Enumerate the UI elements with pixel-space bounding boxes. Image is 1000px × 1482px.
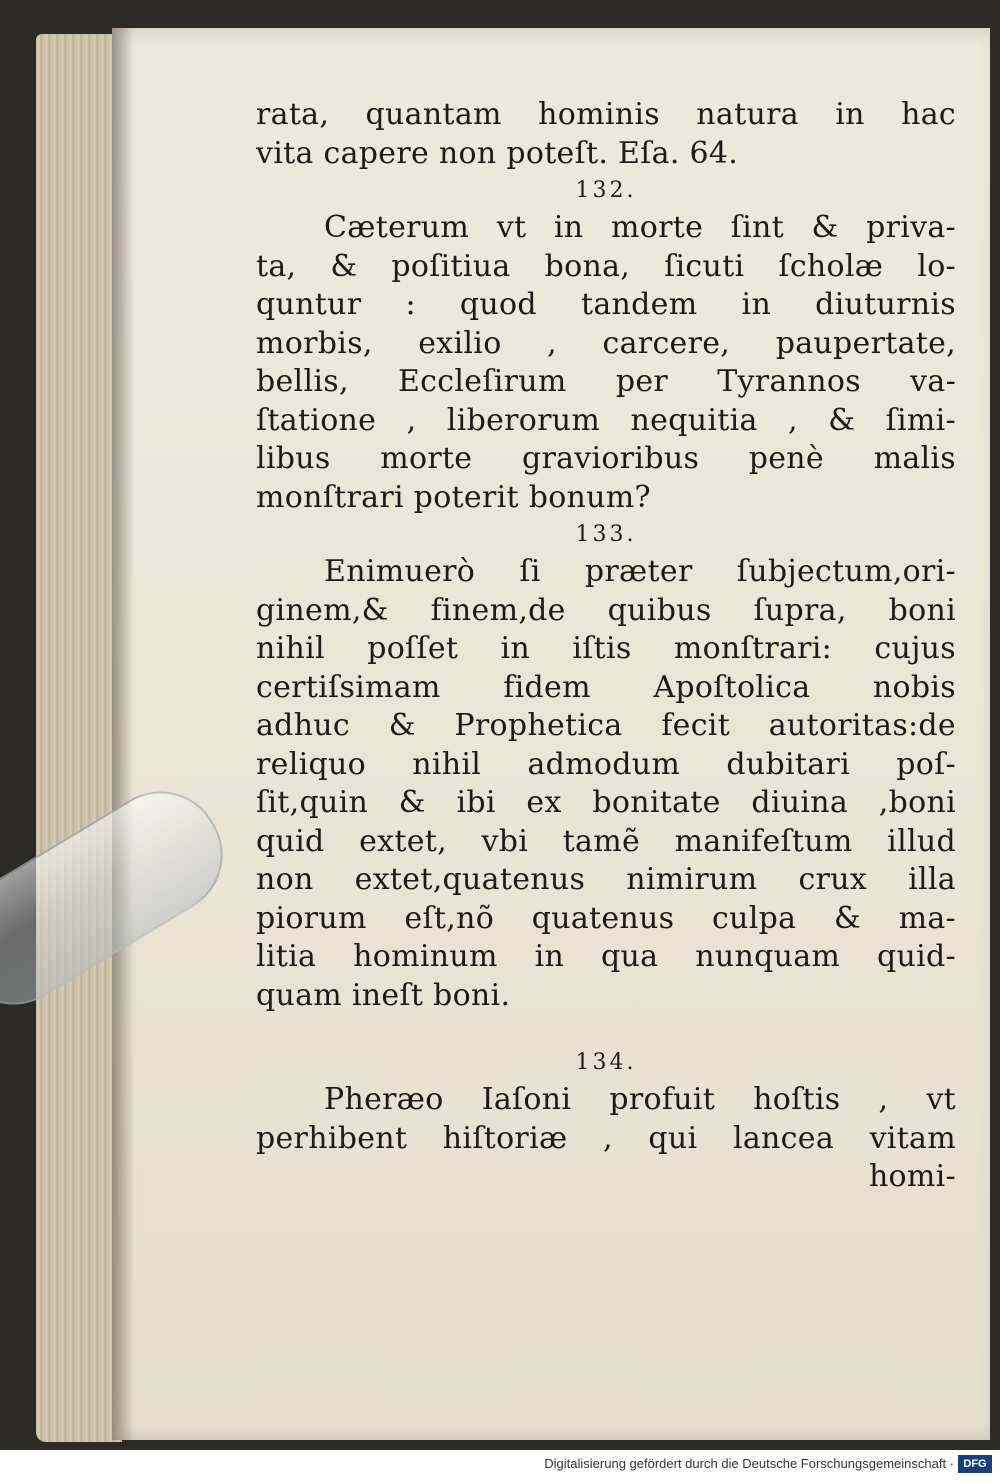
- text-line: nihil poſſet in iſtis monſtrari: cujus: [256, 631, 956, 666]
- text-line: perhibent hiſtoriæ , qui lancea vitam: [256, 1120, 956, 1156]
- text-line: litia hominum in qua nunquam quid-: [256, 939, 956, 974]
- text-line: ſit,quin & ibi ex bonitate diuina ,boni: [256, 785, 956, 820]
- text-line: ſtatione , liberorum nequitia , & ſimi-: [256, 402, 956, 438]
- text-line: bellis, Eccleſirum per Tyrannos va-: [256, 364, 956, 399]
- book-fore-edge: [36, 34, 122, 1442]
- gutter-shadow: [112, 28, 134, 1440]
- page-text: [256, 96, 956, 1197]
- section-number: 134.: [575, 1050, 637, 1075]
- catchword: homi-: [868, 1159, 956, 1194]
- footer-credit: Digitalisierung gefördert durch die Deutsche Forschungsgemeinschaft ·: [544, 1456, 954, 1471]
- text-line: certiſsimam fidem Apoſtolica nobis: [256, 669, 956, 705]
- text-line: quntur : quod tandem in diuturnis: [256, 287, 956, 322]
- text-line: quam ineſt boni.: [256, 977, 511, 1013]
- text-line: quid extet, vbi tamẽ manifeſtum illud: [256, 823, 956, 859]
- text-line: ginem,& finem,de quibus ſupra, boni: [256, 592, 956, 628]
- text-line: ta, & poſitiua bona, ſicuti ſcholæ lo-: [256, 248, 956, 284]
- text-line: piorum eſt,nõ quatenus culpa & ma-: [256, 900, 956, 936]
- text-line: Cæterum vt in morte ſint & priva-: [324, 210, 956, 245]
- text-line: vita capere non poteſt. Eſa. 64.: [256, 135, 739, 171]
- text-line: libus morte gravioribus penè malis: [256, 441, 956, 476]
- text-line: reliquo nihil admodum dubitari poſ-: [256, 746, 956, 782]
- section-number: 132.: [575, 178, 637, 203]
- text-line: Enimuerò ſi præter ſubjectum,ori-: [324, 554, 956, 589]
- text-line: monſtrari poterit bonum?: [256, 479, 651, 515]
- text-line: rata, quantam hominis natura in hac: [256, 97, 956, 132]
- section-number: 133.: [575, 522, 637, 547]
- text-line: non extet,quatenus nimirum crux illa: [256, 862, 956, 897]
- text-line: Pheræo Iaſoni profuit hoſtis , vt: [324, 1082, 956, 1117]
- dfg-logo-icon: DFG: [958, 1455, 992, 1473]
- text-line: morbis, exilio , carcere, paupertate,: [256, 325, 956, 361]
- text-line: adhuc & Prophetica fecit autoritas:de: [256, 708, 956, 743]
